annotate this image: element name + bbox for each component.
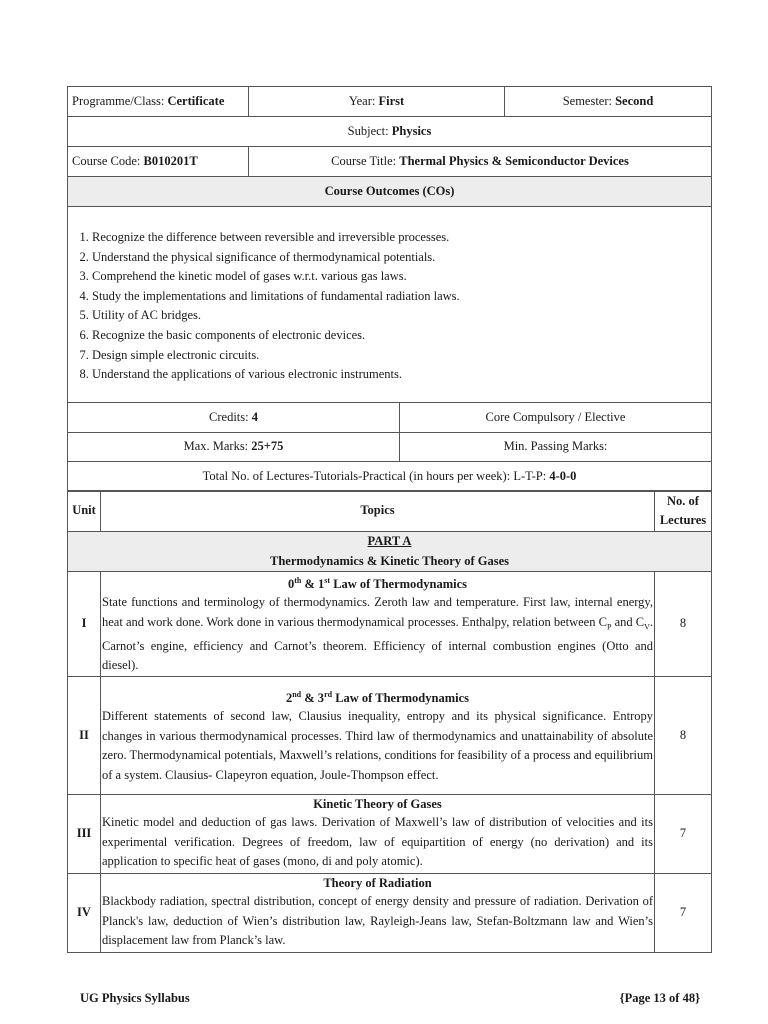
header-row-course [68, 147, 712, 177]
max-marks-row [68, 432, 712, 462]
outcome-item: 8. Understand the applications of various electronic instruments. [92, 365, 711, 385]
footer-left: UG Physics Syllabus [80, 991, 190, 1005]
year-value: First [378, 93, 405, 108]
marks-table [67, 402, 712, 492]
unit-topic-cell [101, 572, 655, 677]
ltp-cell: Total No. of Lectures-Tutorials-Practical (in hours per week): L-T-P: 4-0-0 [68, 462, 712, 492]
unit-number: I [68, 572, 101, 677]
ltp-row [68, 462, 712, 492]
unit-row [68, 677, 712, 795]
outcome-item: 7. Design simple electronic circuits. [92, 346, 711, 366]
credits-cell: Credits: 4 [68, 403, 400, 433]
topics-column-header: Topics [101, 491, 655, 532]
lectures-column-header: No. of Lectures [655, 491, 712, 532]
outcome-item: 1. Recognize the difference between reversible and irreversible processes. [92, 228, 711, 248]
semester-cell: Semester: Second [505, 87, 712, 117]
course-code-value: B010201T [143, 153, 198, 168]
unit-number: II [68, 677, 101, 795]
outcomes-row [68, 207, 712, 403]
unit-description: Blackbody radiation, spectral distribution, concept of energy density and pressure of radiation. Derivation of Planck's law, deduction of Wien’s distribution law, Rayleigh-Jeans law, Stefan-Boltzmann law and Wien’s displacement law from Planck’s law. [102, 894, 653, 948]
header-row-programme [68, 87, 712, 117]
outcome-item: 2. Understand the physical significance of thermodynamical potentials. [92, 248, 711, 268]
outcomes-heading-row [68, 177, 712, 207]
header-row-subject [68, 117, 712, 147]
year-cell: Year: First [249, 87, 505, 117]
max-marks-value: 25+75 [251, 439, 284, 453]
units-table [67, 490, 712, 953]
outcomes-cell [68, 207, 712, 403]
credits-value: 4 [251, 409, 258, 424]
part-a-row [68, 532, 712, 572]
course-header-table [67, 86, 712, 403]
outcome-item: 6. Recognize the basic components of electronic devices. [92, 326, 711, 346]
unit-number: III [68, 795, 101, 874]
units-header-row [68, 491, 712, 532]
ltp-value: 4-0-0 [549, 468, 577, 483]
unit-lectures: 7 [655, 795, 712, 874]
unit-number: IV [68, 874, 101, 953]
outcome-item: 5. Utility of AC bridges. [92, 306, 711, 326]
unit-lectures: 8 [655, 677, 712, 795]
unit-lectures: 7 [655, 874, 712, 953]
course-code-cell: Course Code: B010201T [68, 147, 249, 177]
course-title-cell: Course Title: Thermal Physics & Semiconductor Devices [249, 147, 712, 177]
outcome-item: 3. Comprehend the kinetic model of gases w.r.t. various gas laws. [92, 267, 711, 287]
subject-cell: Subject: Physics [68, 117, 712, 147]
max-marks-cell: Max. Marks: 25+75 [68, 432, 400, 462]
part-label: PART A [367, 534, 412, 548]
unit-row [68, 795, 712, 874]
unit-topic-cell [101, 874, 655, 953]
unit-lectures: 8 [655, 572, 712, 677]
subject-value: Physics [391, 123, 432, 138]
unit-column-header: Unit [68, 491, 101, 532]
unit-row [68, 874, 712, 953]
part-a-heading [68, 532, 712, 572]
unit-title: 0th & 1st Law of Thermodynamics [287, 576, 467, 592]
programme-cell: Programme/Class: Certificate [68, 87, 249, 117]
footer-page-number: {Page 13 of 48} [619, 991, 700, 1005]
part-title: Thermodynamics & Kinetic Theory of Gases [270, 553, 509, 568]
unit-title: 2nd & 3rd Law of Thermodynamics [285, 689, 469, 705]
unit-row [68, 572, 712, 677]
core-elective-cell: Core Compulsory / Elective [400, 403, 712, 433]
semester-value: Second [615, 93, 654, 108]
unit-title: Kinetic Theory of Gases [313, 797, 442, 812]
outcomes-heading: Course Outcomes (COs) [68, 177, 712, 207]
unit-description: State functions and terminology of thermodynamics. Zeroth law and temperature. First law, internal energy, heat and work done. Work done in various thermodynamical processes. Enthalpy, relation between $C_P$ and $C_V$. Carnot’s engine, efficiency and Carnot’s theorem. Efficiency of internal combustion engines (Otto and diesel). [102, 595, 653, 673]
unit-topic-cell [101, 677, 655, 795]
credits-row [68, 403, 712, 433]
unit-title: Theory of Radiation [323, 876, 432, 891]
outcomes-list [68, 228, 711, 385]
programme-value: Certificate [167, 93, 225, 108]
outcome-item: 4. Study the implementations and limitations of fundamental radiation laws. [92, 287, 711, 307]
min-passing-cell: Min. Passing Marks: [400, 432, 712, 462]
unit-description: Different statements of second law, Clausius inequality, entropy and its physical significance. Entropy changes in various thermodynamical processes. Third law of thermodynamics and unattainability of absolute zero. Thermodynamical potentials, Maxwell’s relations, conditions for feasibility of a process and equilibrium of a system. Clausius- Clapeyron equation, Joule-Thompson effect. [102, 708, 653, 782]
unit-topic-cell [101, 795, 655, 874]
course-title-value: Thermal Physics & Semiconductor Devices [399, 153, 629, 168]
unit-description: Kinetic model and deduction of gas laws. Derivation of Maxwell’s law of distribution of velocities and its experimental verification. Degrees of freedom, law of equipartition of energy (no derivation) and its application to specific heat of gases (mono, di and poly atomic). [102, 815, 653, 869]
